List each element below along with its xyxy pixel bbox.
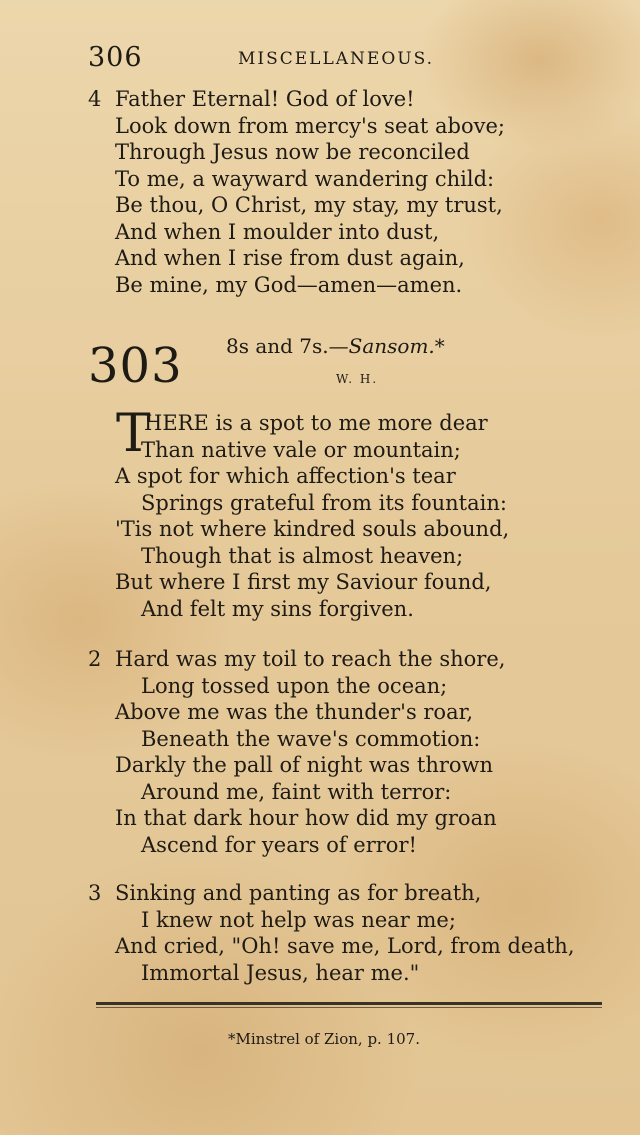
footnote: *Minstrel of Zion, p. 107. xyxy=(228,1030,420,1048)
verse-line: A spot for which affection's tear xyxy=(115,464,456,488)
verse-line: Than native vale or mountain; xyxy=(141,437,461,462)
page-header xyxy=(88,42,468,76)
verse-line: Long tossed upon the ocean; xyxy=(141,673,448,698)
verse-line: Through Jesus now be reconciled xyxy=(115,140,470,164)
verse-line: Be thou, O Christ, my stay, my trust, xyxy=(115,193,503,217)
hymn-stanza-1 xyxy=(88,404,510,622)
verse-line: HERE is a spot to me more dear xyxy=(144,411,488,435)
verse-line: And when I rise from dust again, xyxy=(115,246,465,270)
author-initials: W. H. xyxy=(336,372,379,386)
running-head: MISCELLANEOUS. xyxy=(238,49,435,69)
verse-line: Darkly the pall of night was thrown xyxy=(115,753,494,777)
stanza-number: 3 xyxy=(88,881,102,905)
verse-line: Be mine, my God—amen—amen. xyxy=(115,272,463,297)
page-number: 306 xyxy=(88,42,143,73)
verse-line: Above me was the thunder's roar, xyxy=(115,700,474,724)
tune-name: Sansom.* xyxy=(348,334,445,358)
verse-line: And cried, "Oh! save me, Lord, from death, xyxy=(115,934,575,958)
verse-line: Springs grateful from its fountain: xyxy=(141,490,507,515)
stanza-number: 2 xyxy=(88,647,102,671)
verse-line: Around me, faint with terror: xyxy=(141,779,452,804)
verse-line: But where I first my Saviour found, xyxy=(115,570,492,594)
verse-line: Immortal Jesus, hear me." xyxy=(141,960,420,985)
verse-line: Sinking and panting as for breath, xyxy=(115,881,482,905)
verse-line: 'Tis not where kindred souls abound, xyxy=(115,517,510,541)
stanza-number: 4 xyxy=(88,87,102,111)
verse-line: And when I moulder into dust, xyxy=(115,219,440,244)
meter: 8s and 7s.— xyxy=(226,334,349,358)
verse-line: Beneath the wave's commotion: xyxy=(141,726,481,751)
hymn-stanza-3 xyxy=(88,880,575,986)
meter-and-tune xyxy=(226,334,445,358)
hymn-number: 303 xyxy=(88,338,183,394)
footnote-divider-thin xyxy=(96,1007,602,1008)
verse-line: And felt my sins forgiven. xyxy=(141,596,414,621)
verse-line: Father Eternal! God of love! xyxy=(115,87,415,111)
verse-line: Ascend for years of error! xyxy=(141,832,417,857)
verse-line: Look down from mercy's seat above; xyxy=(115,113,505,138)
verse-line: Though that is almost heaven; xyxy=(141,543,464,568)
verse-line: Hard was my toil to reach the shore, xyxy=(115,647,506,671)
drop-cap: T xyxy=(116,404,151,464)
footnote-divider xyxy=(96,1002,602,1005)
previous-hymn-stanza-4 xyxy=(88,86,505,298)
verse-line: To me, a wayward wandering child: xyxy=(115,166,495,191)
verse-line: In that dark hour how did my groan xyxy=(115,806,497,830)
verse-line: I knew not help was near me; xyxy=(141,907,456,932)
hymn-stanza-2 xyxy=(88,646,505,858)
